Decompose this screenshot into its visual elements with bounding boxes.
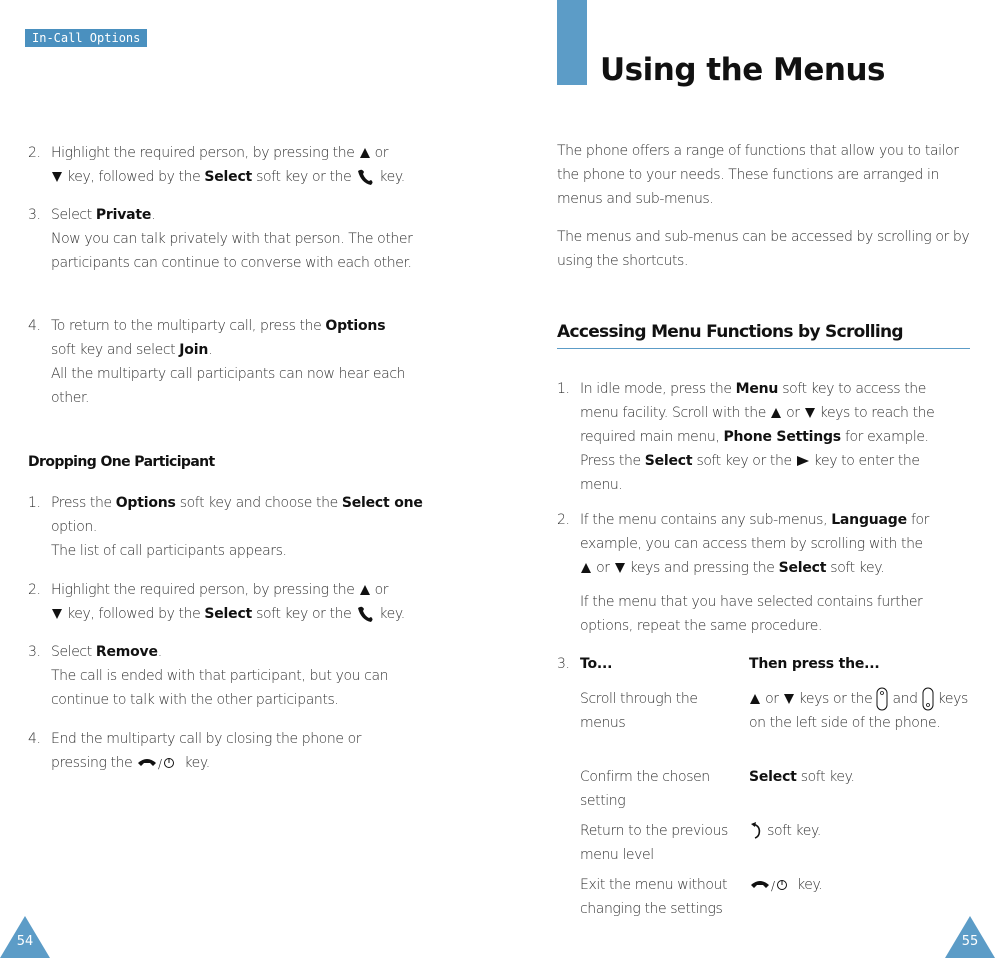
table-row-2-then: Select soft key.	[749, 769, 855, 785]
svg-text:/: /	[771, 879, 775, 893]
subheading-dropping-participant: Dropping One Participant	[28, 454, 215, 470]
up-arrow-icon	[770, 407, 782, 419]
send-key-icon	[355, 168, 375, 186]
left-page: In-Call Options 2. Highlight the required person, by pressing the or key, followed by the Select soft key or the key. 3. Select Private. Now you can talk privately with that person. The other participants can continue to converse with each other. 4. To return to the multiparty call, press the Options soft key and select Join. All the multiparty call participants can now hear each other. Dropping One Participant 1. Press the Options soft key and choose the Select one option. The list of call participants appears. 2. Highlight the required person, by pressing the or key, followed by the Select soft key or the key. 3. Select Remove. The call is ended with that participant, but you can continue to talk with the other participants. 4. End the multiparty call by closing the phone or pressing the / key. 54	[0, 0, 470, 958]
table-row-3-then: soft key.	[749, 819, 979, 843]
up-arrow-icon	[580, 562, 592, 574]
down-arrow-icon	[804, 407, 816, 419]
back-arrow-icon	[749, 822, 763, 840]
down-arrow-icon	[51, 608, 63, 620]
title-accent-bar	[557, 0, 587, 85]
table-header-then: Then press the...	[749, 656, 880, 672]
up-arrow-icon	[749, 693, 761, 705]
page-number-right: 55	[945, 916, 995, 958]
down-arrow-icon	[783, 693, 795, 705]
menu-step-3-table: 3. To... Then press the... Scroll through the menus or keys or the and keys on the left side of the phone. Confirm the chosen setting Select soft key. Return to the previous menu level soft key. Exit the menu without changing the settings / key.	[557, 652, 995, 922]
down-arrow-icon	[51, 171, 63, 183]
section-tab: In-Call Options	[25, 29, 147, 47]
table-row-4-then: / key.	[749, 873, 979, 897]
table-row-4-to: Exit the menu without changing the settings	[580, 877, 728, 917]
volume-up-key-icon	[876, 687, 888, 711]
intro-paragraph-2: The menus and sub-menus can be accessed by scrolling or by using the shortcuts.	[557, 229, 970, 269]
table-row-1-to: Scroll through the menus	[580, 691, 698, 731]
intro-paragraph-1: The phone offers a range of functions that allow you to tailor the phone to your needs. These functions are arranged in menus and sub-menus.	[557, 143, 959, 207]
table-row-1-then: or keys or the and keys on the left side of the phone.	[749, 687, 979, 735]
table-row-3-to: Return to the previous menu level	[580, 823, 728, 863]
right-page: Using the Menus The phone offers a range of functions that allow you to tailor the phone to your needs. These functions are arranged in menus and sub-menus. The menus and sub-menus can be accessed by scrolling or by using the shortcuts. Accessing Menu Functions by Scrolling 1. In idle mode, press the Menu soft key to access the menu facility. Scroll with the or keys to reach the required main menu, Phone Settings for example. Press the Select soft key or the key to enter the menu. 2. If the menu contains any sub-menus, Language for example, you can access them by scrolling with the or keys and pressing the Select soft key. If the menu that you have selected contains further options, repeat the same procedure. 3. To... Then press the... Scroll through the menus or keys or the and keys on the left side of the phone. Confirm the chosen setting Select soft key. Return to the previous menu level soft key. Exit the menu without changing the settings / key. 55	[530, 0, 995, 958]
page-number-left: 54	[0, 916, 50, 958]
end-power-key-icon	[136, 755, 180, 771]
section-heading: Accessing Menu Functions by Scrolling	[557, 322, 970, 349]
table-header-to: To...	[580, 656, 613, 672]
svg-text:/: /	[158, 757, 163, 771]
up-arrow-icon	[359, 147, 371, 159]
volume-down-key-icon	[922, 687, 934, 711]
right-arrow-icon	[796, 455, 810, 467]
down-arrow-icon	[614, 562, 626, 574]
page-title: Using the Menus	[600, 52, 885, 88]
end-power-key-icon	[749, 877, 793, 893]
table-row-2-to: Confirm the chosen setting	[580, 769, 710, 809]
send-key-icon	[355, 605, 375, 623]
up-arrow-icon	[359, 584, 371, 596]
